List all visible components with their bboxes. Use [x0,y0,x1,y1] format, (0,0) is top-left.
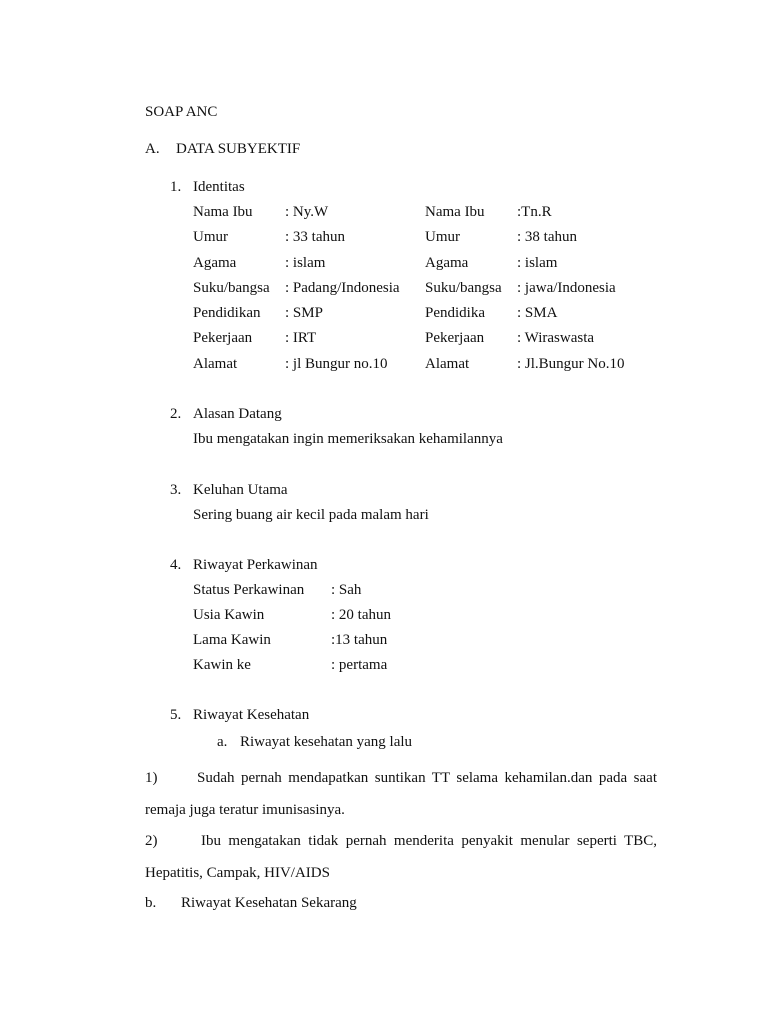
identitas-key: Nama Ibu [425,204,485,220]
perkawinan-heading: Riwayat Perkawinan [193,557,318,573]
identitas-value: : 33 tahun [285,229,345,245]
item-marker: 2) [145,833,158,849]
identitas-key: Alamat [425,356,470,372]
section-a-marker: A. [145,141,160,157]
item-text-line: Hepatitis, Campak, HIV/AIDS [145,865,330,881]
identitas-key: Nama Ibu [193,204,253,220]
keluhan-heading: Keluhan Utama [193,482,288,498]
alasan-text: Ibu mengatakan ingin memeriksakan kehamilannya [193,431,503,447]
identitas-value: :Tn.R [517,204,552,220]
item-text-line: remaja juga teratur imunisasinya. [145,802,345,818]
identitas-value: : SMP [285,305,323,321]
perkawinan-marker: 4. [170,557,182,573]
identitas-value: : SMA [517,305,558,321]
identitas-marker: 1. [170,179,182,195]
identitas-key: Suku/bangsa [193,280,270,296]
identitas-value: : Jl.Bungur No.10 [517,356,625,372]
perkawinan-value: : 20 tahun [331,607,391,623]
identitas-value: : islam [517,255,558,271]
identitas-value: : Padang/Indonesia [285,280,400,296]
perkawinan-value: : pertama [331,657,388,673]
keluhan-marker: 3. [170,482,182,498]
identitas-key: Suku/bangsa [425,280,502,296]
item-text-line: Sudah pernah mendapatkan suntikan TT selama kehamilan.dan pada saat [197,770,657,786]
kesehatan-item-2 [145,832,657,882]
kesehatan-sub-a-marker: a. [217,734,228,750]
perkawinan-key: Lama Kawin [193,632,271,648]
identitas-value: : 38 tahun [517,229,577,245]
identitas-value: : IRT [285,330,317,346]
alasan-marker: 2. [170,406,182,422]
perkawinan-key: Status Perkawinan [193,582,305,598]
kesehatan-sub-b-heading: Riwayat Kesehatan Sekarang [181,895,357,911]
identitas-key: Umur [193,229,228,245]
identitas-key: Umur [425,229,460,245]
kesehatan-heading: Riwayat Kesehatan [193,707,310,723]
identitas-key: Pendidikan [193,305,261,321]
kesehatan-sub-a-heading: Riwayat kesehatan yang lalu [240,734,413,750]
document-title: SOAP ANC [145,104,218,120]
identitas-key: Pekerjaan [425,330,485,346]
identitas-key: Alamat [193,356,238,372]
identitas-key: Pekerjaan [193,330,253,346]
perkawinan-key: Usia Kawin [193,607,265,623]
kesehatan-marker: 5. [170,707,182,723]
identitas-key: Agama [425,255,469,271]
identitas-heading: Identitas [193,179,245,195]
item-text-line: Ibu mengatakan tidak pernah menderita penyakit menular seperti TBC, [201,833,657,849]
section-a-heading: DATA SUBYEKTIF [176,141,301,157]
identitas-key: Agama [193,255,237,271]
keluhan-text: Sering buang air kecil pada malam hari [193,507,429,523]
identitas-value: : islam [285,255,326,271]
identitas-value: : Wiraswasta [517,330,595,346]
kesehatan-item-1 [145,769,657,819]
identitas-key: Pendidika [425,305,485,321]
alasan-heading: Alasan Datang [193,406,282,422]
identitas-value: : jl Bungur no.10 [285,356,388,372]
identitas-value: : Ny.W [285,204,329,220]
item-marker: 1) [145,770,158,786]
perkawinan-value: :13 tahun [331,632,388,648]
identitas-value: : jawa/Indonesia [517,280,616,296]
kesehatan-sub-b-marker: b. [145,895,157,911]
perkawinan-key: Kawin ke [193,657,251,673]
perkawinan-value: : Sah [331,582,362,598]
